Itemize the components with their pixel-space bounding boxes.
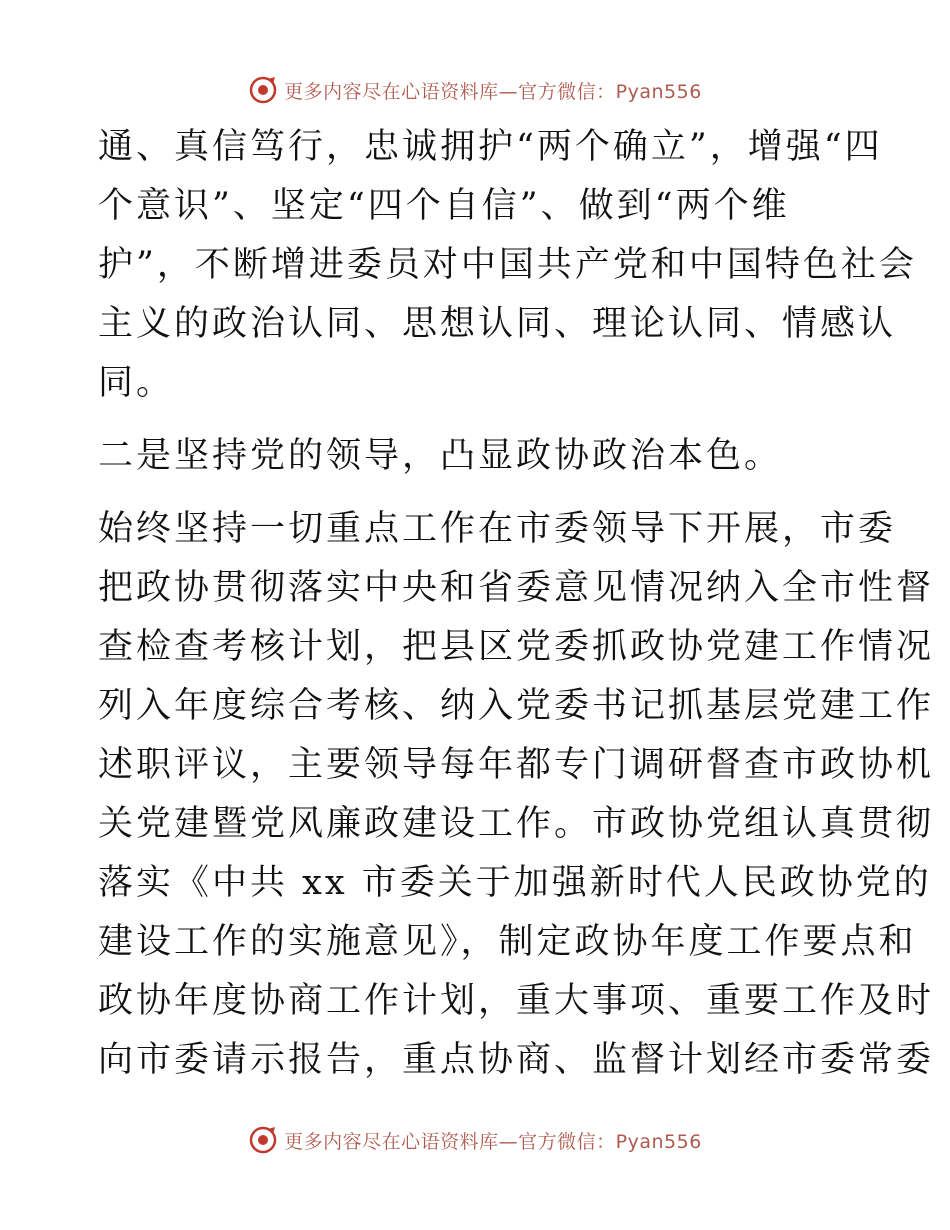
brand-logo-icon xyxy=(248,75,278,105)
text-line: 个意识”、坚定“四个自信”、做到“两个维 xyxy=(98,186,790,226)
text-line: 述职评议，主要领导每年都专门调研督查市政协机 xyxy=(98,745,935,785)
text-line: 把政协贯彻落实中央和省委意见情况纳入全市性督 xyxy=(98,568,935,608)
text-line: 查检查考核计划，把县区党委抓政协党建工作情况 xyxy=(98,627,935,667)
text-line: 落实《中共 xx 市委关于加强新时代人民政协党的 xyxy=(98,863,932,903)
text-line: 建设工作的实施意见》，制定政协年度工作要点和 xyxy=(98,922,917,962)
document-body xyxy=(98,118,935,1090)
text-line: 向市委请示报告，重点协商、监督计划经市委常委 xyxy=(98,1040,935,1080)
header-watermark xyxy=(0,70,950,110)
text-line: 始终坚持一切重点工作在市委领导下开展，市委 xyxy=(98,509,897,549)
brand-logo-icon xyxy=(248,1125,278,1155)
paragraph-2 xyxy=(98,500,935,1090)
footer-watermark xyxy=(0,1120,950,1160)
header-watermark-text: 更多内容尽在心语资料库—官方微信：Pyan556 xyxy=(284,80,702,103)
footer-watermark-text: 更多内容尽在心语资料库—官方微信：Pyan556 xyxy=(284,1130,702,1153)
text-line: 关党建暨党风廉政建设工作。市政协党组认真贯彻 xyxy=(98,804,935,844)
text-line: 同。 xyxy=(98,363,175,403)
text-line: 主义的政治认同、思想认同、理论认同、情感认 xyxy=(98,304,897,344)
section-heading: 二是坚持党的领导，凸显政协政治本色。 xyxy=(98,436,783,476)
text-line: 通、真信笃行，忠诚拥护“两个确立”，增强“四 xyxy=(98,127,883,167)
paragraph-1 xyxy=(98,118,917,413)
text-line: 列入年度综合考核、纳入党委书记抓基层党建工作 xyxy=(98,686,935,726)
text-line: 护”，不断增进委员对中国共产党和中国特色社会 xyxy=(98,245,917,285)
text-line: 政协年度协商工作计划，重大事项、重要工作及时 xyxy=(98,981,935,1021)
